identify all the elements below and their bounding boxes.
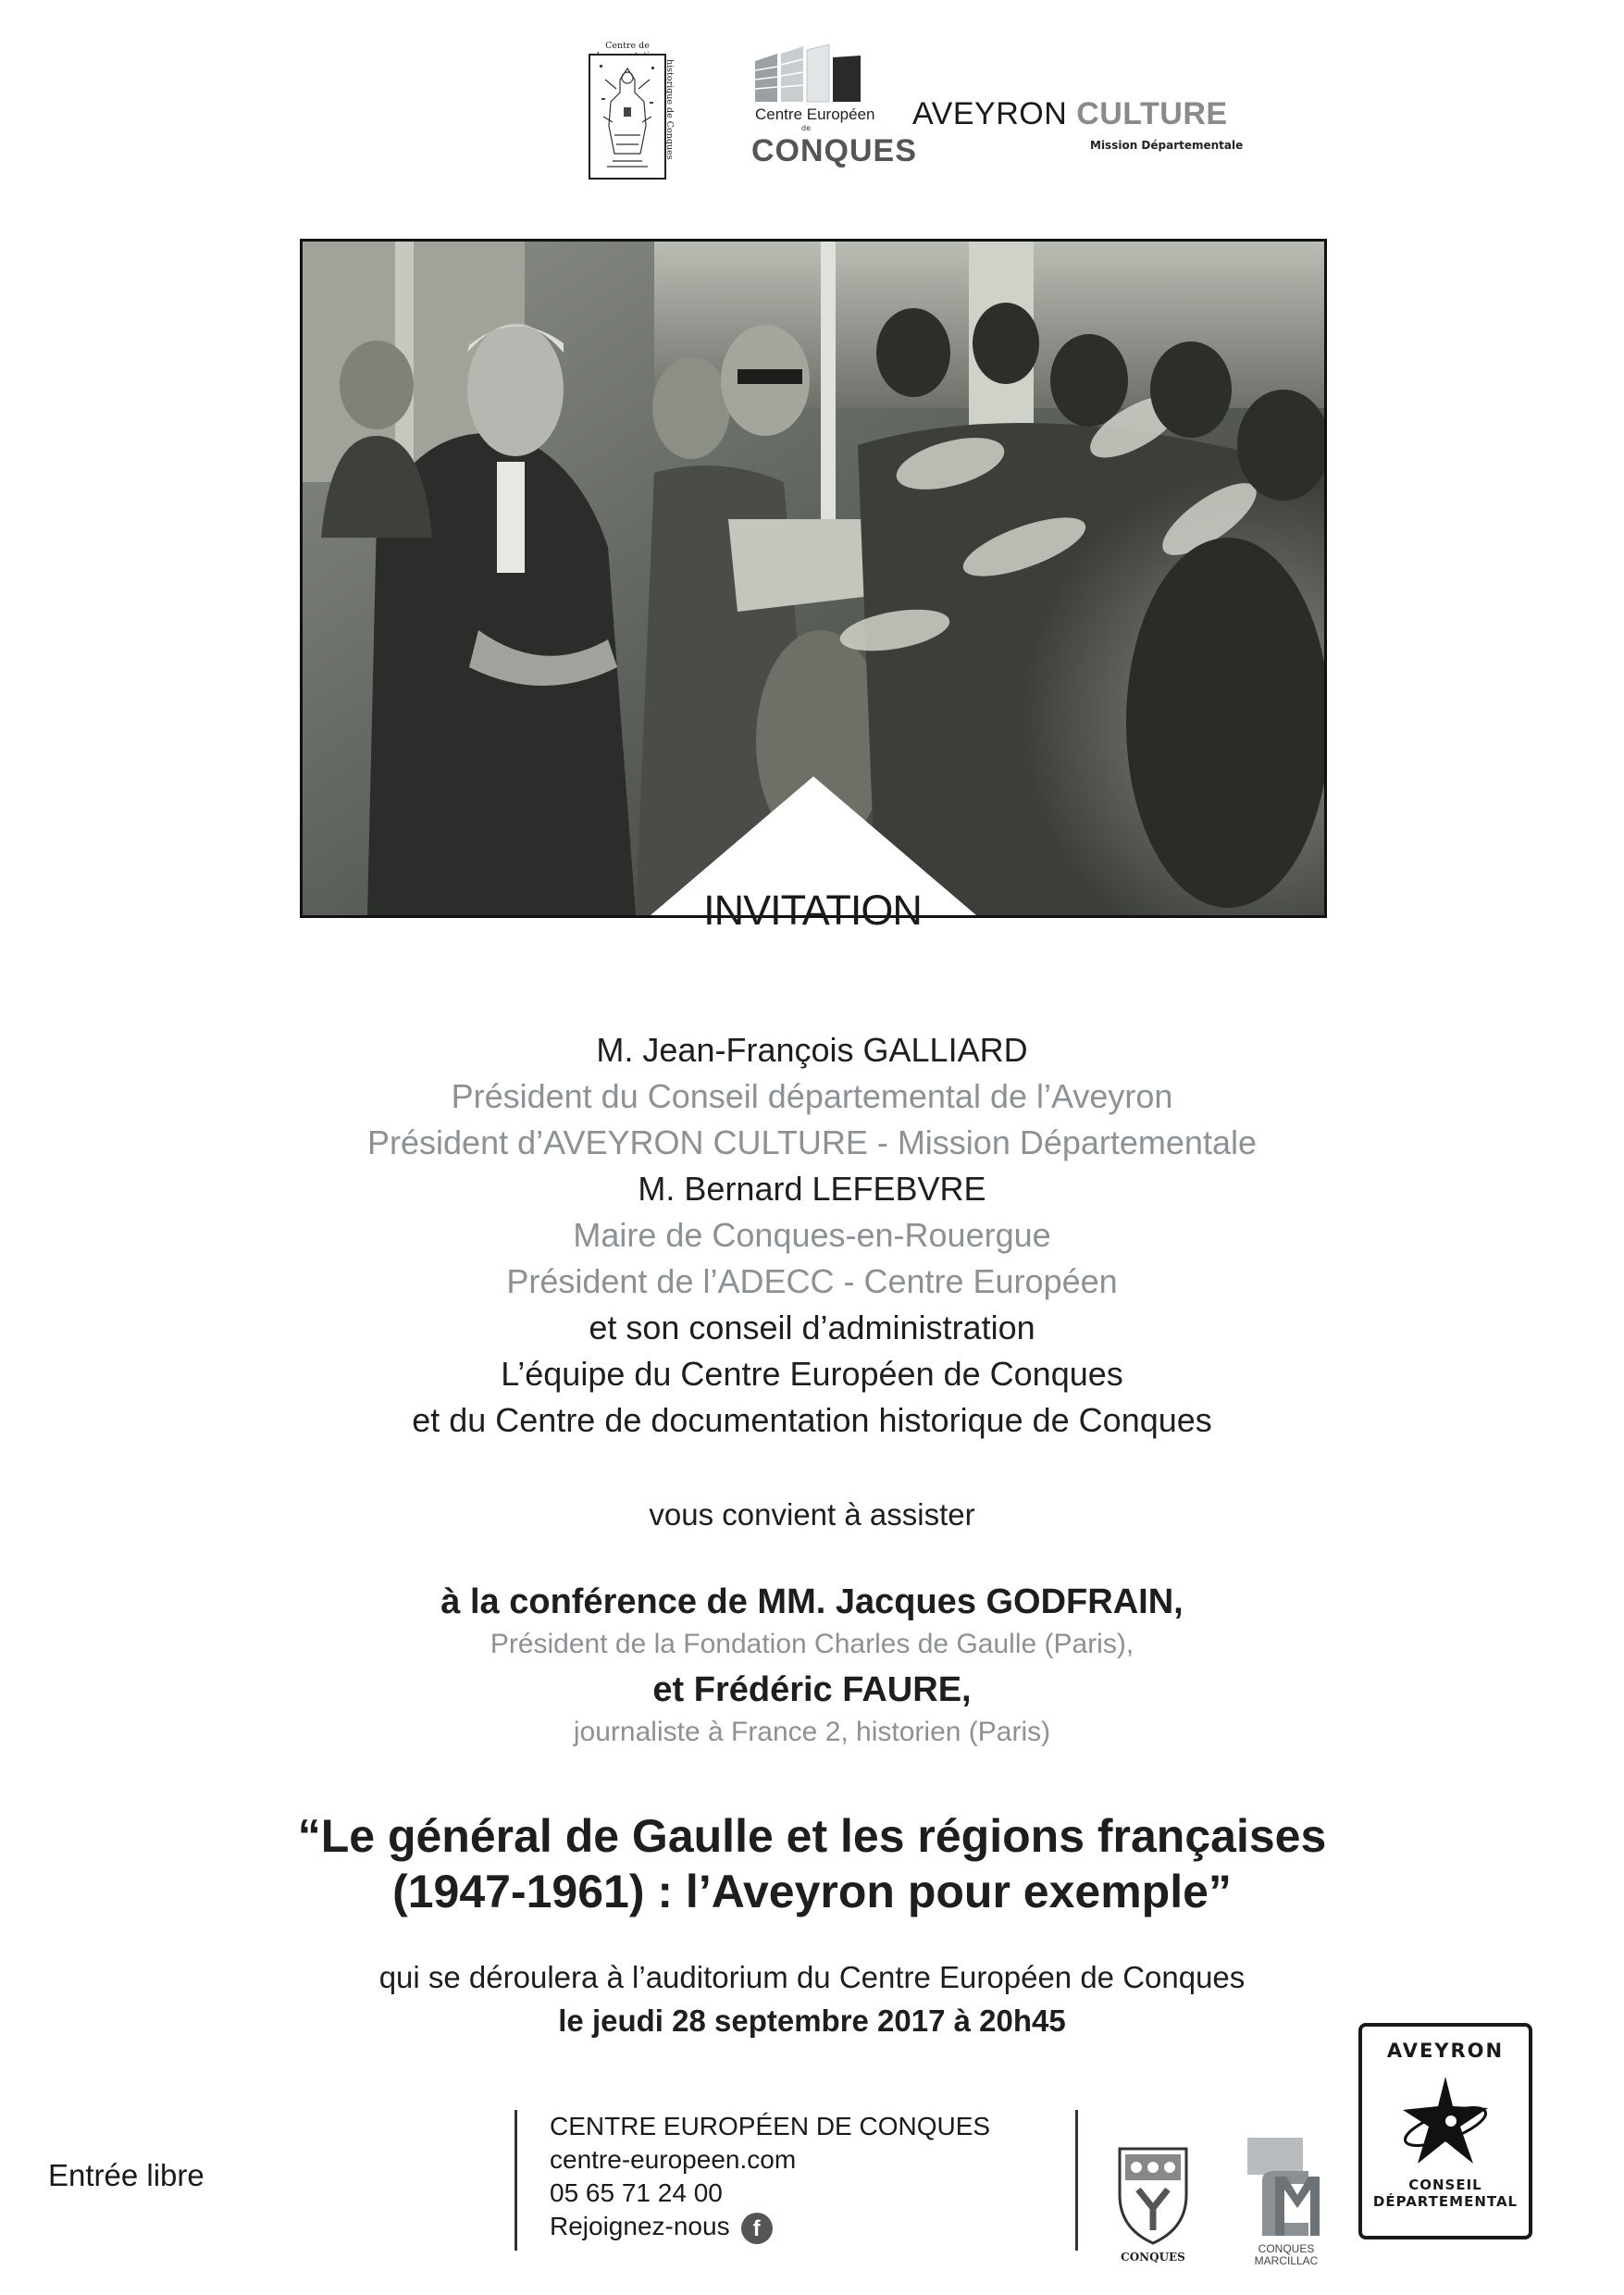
join-label: Rejoignez-nous (550, 2212, 730, 2240)
engraving-illustration (596, 61, 659, 172)
conques-marcillac-logo (1244, 2134, 1329, 2273)
social-row (550, 2210, 990, 2244)
dept-logo-title: AVEYRON (1386, 2040, 1505, 2062)
logo-cdh-caption: Centre de (605, 41, 650, 51)
logo-centre-documentation (589, 41, 681, 180)
logo-ac-name-c: CULTURE (1076, 96, 1228, 131)
logo-centre-europeen (748, 43, 917, 181)
logo-cdh-side-caption: historique de Conques (664, 59, 675, 160)
conference-title-line1: “Le général de Gaulle et les régions françaises (297, 1810, 1327, 1862)
host-line: Président d’AVEYRON CULTURE - Mission Départementale (367, 1123, 1257, 1161)
speaker-2-role: journaliste à France 2, historien (Paris) (573, 1717, 1051, 1747)
cm-monogram-icon (1244, 2134, 1329, 2241)
host-line: L’équipe du Centre Européen de Conques (501, 1355, 1123, 1393)
historical-photo (300, 239, 1327, 918)
dept-subtitle-1: CONSEIL (1408, 2177, 1482, 2193)
logo-cdh-frame (589, 54, 666, 180)
event-date: le jeudi 28 septembre 2017 à 20h45 (558, 2003, 1066, 2038)
invite-phrase: vous convient à assister (649, 1497, 975, 1532)
logo-cec-line3: CONQUES (751, 133, 917, 168)
logo-ac-name-a: AVEYRON (912, 96, 1077, 131)
speaker-2: et Frédéric FAURE, (652, 1670, 972, 1709)
contact-block (550, 2110, 990, 2244)
host-line: Maire de Conques-en-Rouergue (573, 1216, 1051, 1254)
host-line: Président de l’ADECC - Centre Européen (506, 1262, 1118, 1300)
cm-caption-2: MARCILLAC (1254, 2254, 1319, 2267)
conseil-departemental-logo (1358, 2023, 1532, 2239)
shield-icon (1107, 2143, 1199, 2247)
shield-caption: CONQUES (1121, 2251, 1185, 2264)
logo-ac-name (912, 96, 1228, 132)
divider (1075, 2110, 1078, 2251)
host-line: et du Centre de documentation historique de Conques (412, 1401, 1212, 1439)
website-link[interactable]: centre-europeen.com (550, 2145, 797, 2174)
host-line: Président du Conseil départemental de l’Aveyron (451, 1077, 1173, 1115)
divider (514, 2110, 517, 2251)
logo-ac-subtitle: Mission Départementale (1090, 139, 1244, 152)
conques-coat-of-arms (1107, 2143, 1199, 2269)
host-line: M. Jean-François GALLIARD (596, 1031, 1028, 1069)
crowd-photograph (303, 242, 1324, 915)
speaker-1-role: Président de la Fondation Charles de Gaulle (Paris), (490, 1629, 1134, 1659)
logo-cec-line1: Centre Européen (755, 105, 875, 123)
dept-logo-subtitle (1362, 2177, 1529, 2210)
invitation-title: INVITATION (703, 887, 922, 934)
cm-caption (1238, 2243, 1334, 2267)
star-emblem-icon (1399, 2073, 1492, 2169)
entry-info: Entrée libre (48, 2158, 205, 2192)
venue: qui se déroulera à l’auditorium du Centre Européen de Conques (378, 1960, 1246, 1994)
speaker-1: à la conférence de MM. Jacques GODFRAIN, (440, 1582, 1184, 1621)
org-name: CENTRE EUROPÉEN DE CONQUES (550, 2112, 991, 2140)
cm-caption-1: CONQUES (1258, 2242, 1315, 2255)
phone-number[interactable]: 05 65 71 24 00 (550, 2178, 723, 2207)
logo-aveyron-culture (912, 96, 1246, 161)
host-line: et son conseil d’administration (589, 1309, 1035, 1346)
facebook-icon[interactable]: f (741, 2213, 773, 2244)
host-line: M. Bernard LEFEBVRE (638, 1170, 986, 1208)
logo-cec-line2: de (801, 124, 811, 132)
conference-title-line2: (1947-1961) : l’Aveyron pour exemple” (392, 1866, 1232, 1917)
building-blocks-icon (750, 43, 870, 104)
dept-subtitle-2: DÉPARTEMENTAL (1372, 2193, 1519, 2210)
